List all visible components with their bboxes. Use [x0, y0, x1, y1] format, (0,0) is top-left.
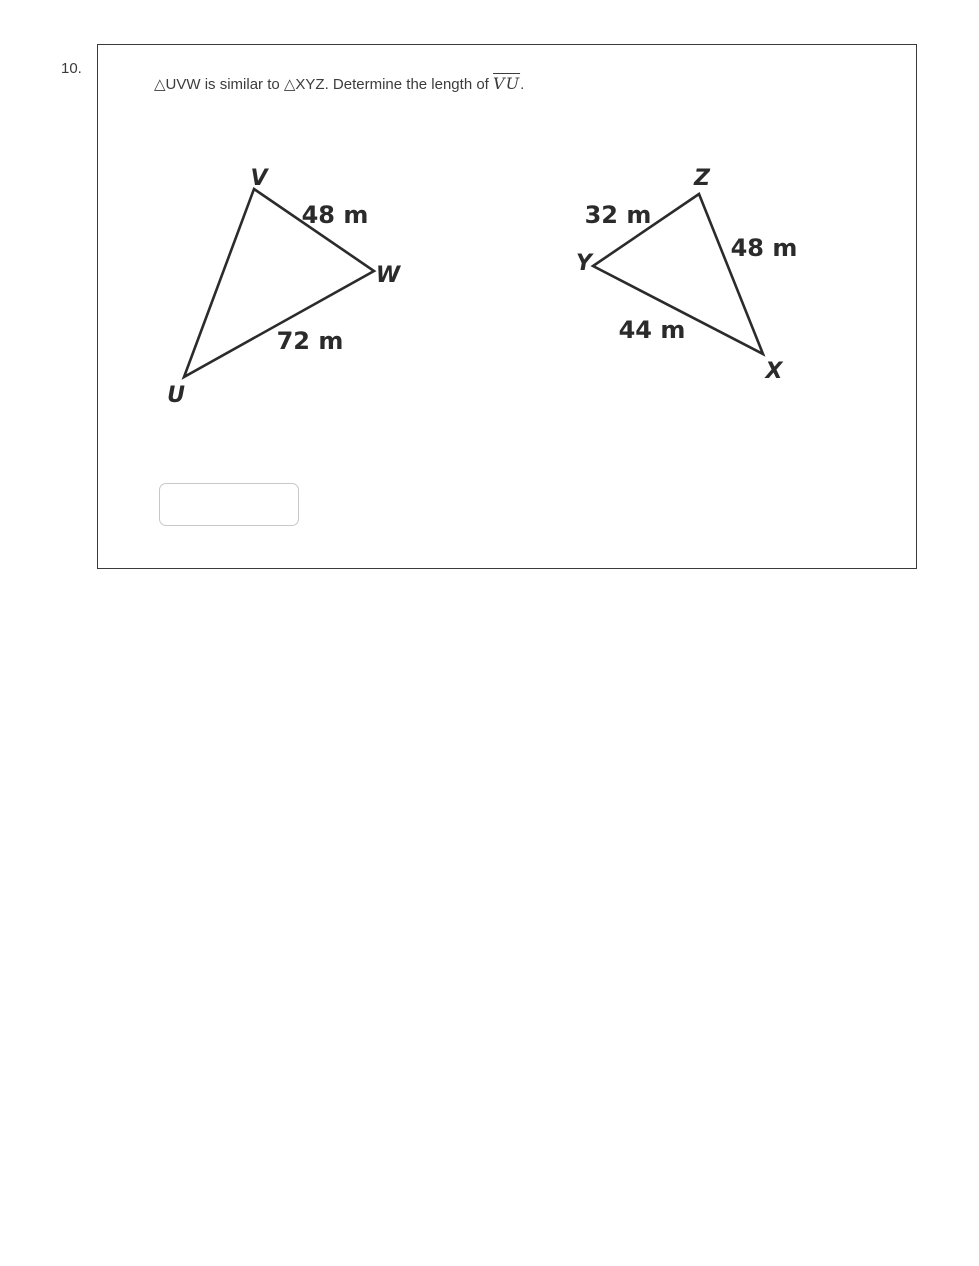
- vertex-label-v: V: [250, 166, 268, 191]
- question-text-prefix: △UVW is similar to △XYZ. Determine the length of: [154, 76, 494, 93]
- side-label-vw: 48 m: [301, 201, 369, 229]
- vertex-label-w: W: [375, 263, 401, 288]
- vertex-label-x: X: [765, 359, 783, 384]
- question-text-suffix: .: [520, 76, 525, 93]
- answer-input[interactable]: [159, 483, 299, 526]
- side-label-yz: 32 m: [584, 201, 652, 229]
- question-math-term: $\overline{VU}$: [493, 74, 521, 93]
- vertex-label-z: Z: [694, 166, 710, 191]
- triangle-xyz: [576, 166, 797, 384]
- question-box: [97, 44, 917, 569]
- vertex-label-u: U: [167, 383, 185, 408]
- question-number: 10.: [61, 60, 82, 77]
- triangle-uvw: [167, 166, 402, 408]
- side-label-yx: 44 m: [618, 316, 686, 344]
- vertex-label-y: Y: [576, 251, 592, 276]
- side-label-uw: 72 m: [276, 327, 344, 355]
- side-label-zx: 48 m: [730, 234, 798, 262]
